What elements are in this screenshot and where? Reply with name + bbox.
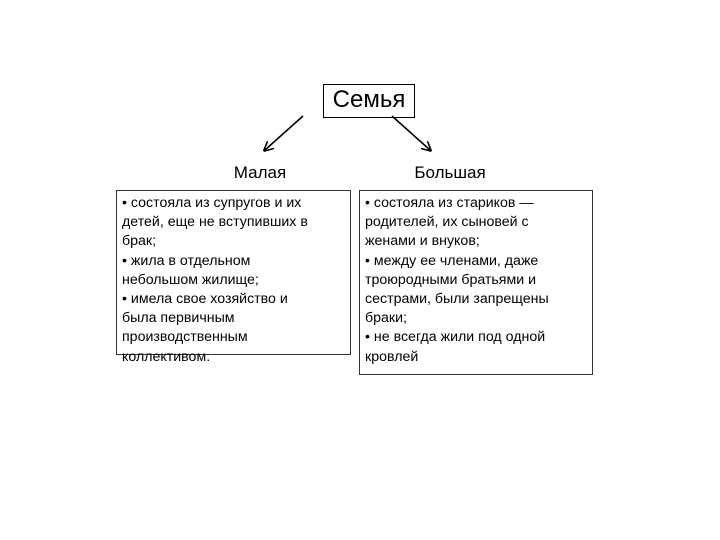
large-family-line: родителей, их сыновей с [365,214,529,231]
large-family-line: сестрами, были запрещены [365,291,549,308]
arrow-left [265,116,303,150]
diagram-title: Семья [323,84,415,118]
small-family-line: коллективом. [122,348,211,365]
small-family-line: детей, еще не вступивших в [122,214,308,231]
large-family-line: женами и внуков; [365,233,480,250]
large-family-line: • между ее членами, даже [365,252,539,269]
small-family-line: • имела свое хозяйство и [122,291,288,308]
heading-small-family: Малая [233,163,287,182]
small-family-line: • жила в отдельном [122,252,251,269]
small-family-line: небольшом жилище; [122,271,259,288]
small-family-line: была первичным [122,310,235,327]
large-family-line: троюродными братьями и [365,271,537,288]
heading-large-family: Большая [414,163,486,182]
large-family-line: браки; [365,310,407,327]
large-family-box [359,190,593,375]
large-family-line: • состояла из стариков — [365,195,534,211]
small-family-line: • состояла из супругов и их [122,195,302,211]
small-family-line: производственным [122,329,248,346]
large-family-line: • не всегда жили под одной [365,329,546,346]
large-family-line: кровлей [365,348,419,365]
arrow-right [392,116,430,150]
small-family-line: брак; [122,233,157,250]
small-family-box [116,190,351,365]
